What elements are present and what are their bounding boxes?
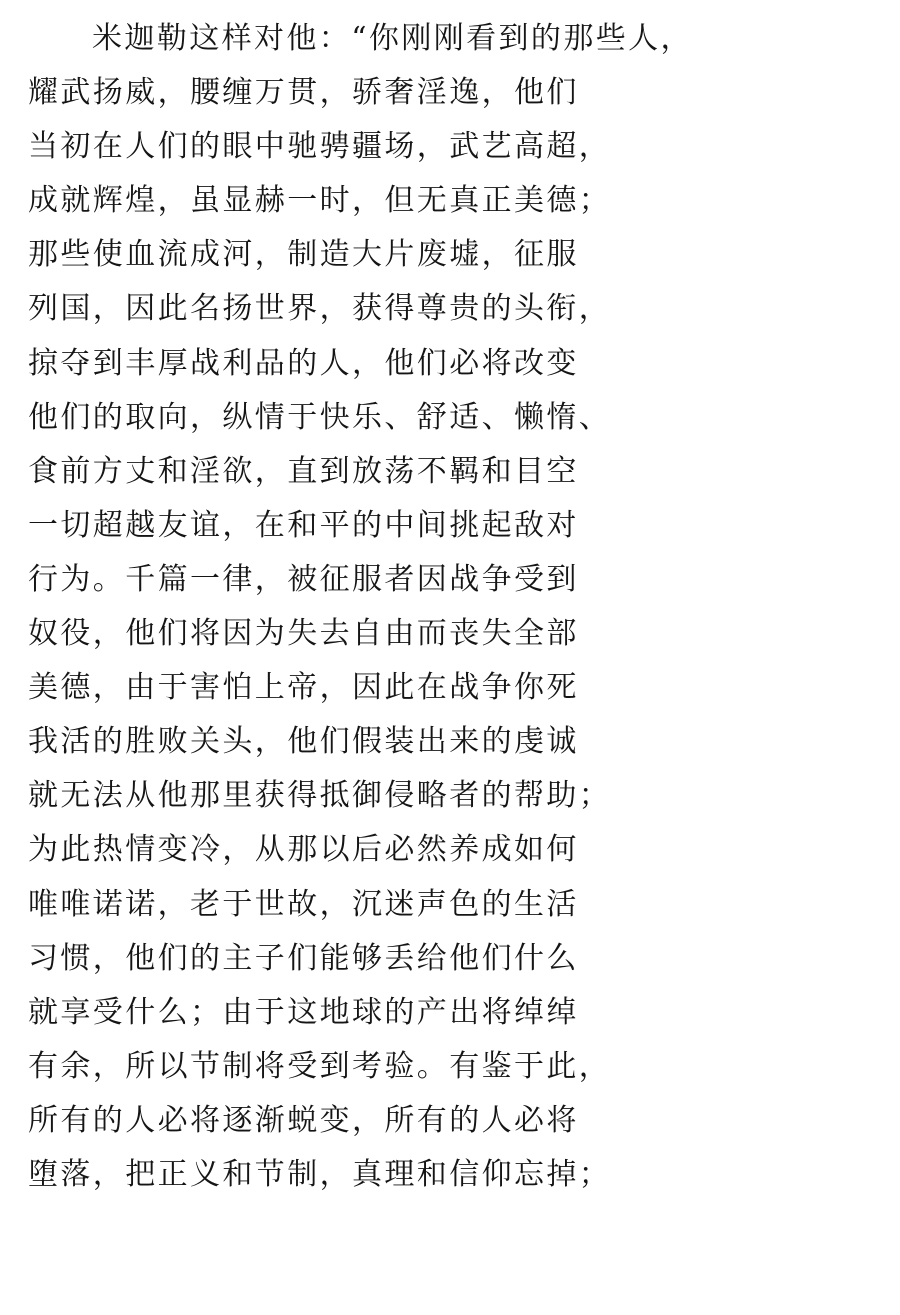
text-line: 就享受什么；由于这地球的产出将绰绰	[28, 994, 579, 1030]
text-line: 米迦勒这样对他：“你刚刚看到的那些人，	[92, 21, 693, 56]
text-line: 习惯，他们的主子们能够丢给他们什么	[28, 940, 579, 976]
text-line: 所有的人必将逐渐蜕变，所有的人必将	[28, 1102, 579, 1138]
text-line: 掠夺到丰厚战利品的人，他们必将改变	[28, 345, 579, 381]
text-line: 耀武扬威，腰缠万贯，骄奢淫逸，他们	[28, 75, 579, 111]
text-line: 有余，所以节制将受到考验。有鉴于此，	[28, 1048, 612, 1084]
text-line: 堕落，把正义和节制，真理和信仰忘掉；	[28, 1156, 612, 1192]
text-line: 我活的胜败关头，他们假装出来的虔诚	[28, 724, 579, 760]
text-line: 他们的取向，纵情于快乐、舒适、懒惰、	[28, 399, 612, 435]
text-line: 当初在人们的眼中驰骋疆场，武艺高超，	[28, 129, 612, 165]
text-line: 为此热情变冷，从那以后必然养成如何	[28, 832, 579, 868]
paragraph	[28, 12, 888, 1202]
text-line: 一切超越友谊，在和平的中间挑起敌对	[28, 507, 579, 543]
text-line: 唯唯诺诺，老于世故，沉迷声色的生活	[28, 886, 579, 922]
text-line: 列国，因此名扬世界，获得尊贵的头衔，	[28, 291, 612, 327]
text-line: 就无法从他那里获得抵御侵略者的帮助；	[28, 778, 612, 814]
text-line: 美德，由于害怕上帝，因此在战争你死	[28, 670, 579, 706]
text-line: 食前方丈和淫欲，直到放荡不羁和目空	[28, 453, 579, 489]
text-line: 行为。千篇一律，被征服者因战争受到	[28, 561, 579, 597]
text-line: 奴役，他们将因为失去自由而丧失全部	[28, 616, 579, 652]
text-line: 成就辉煌，虽显赫一时，但无真正美德；	[28, 183, 612, 219]
text-line: 那些使血流成河，制造大片废墟，征服	[28, 237, 579, 273]
